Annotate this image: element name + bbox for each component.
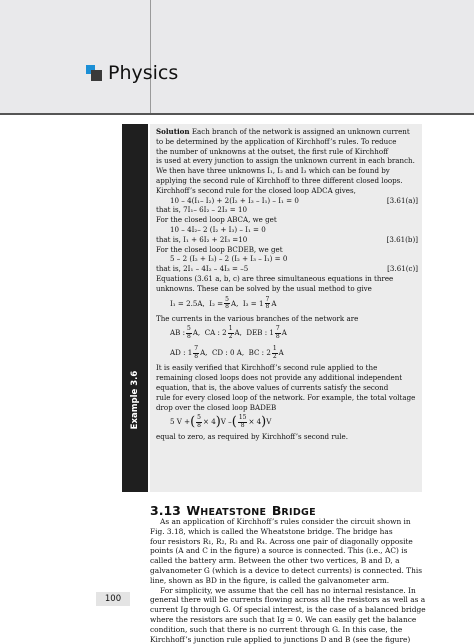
body-line: general there will be currents flowing across all the resistors as well as a [150,595,426,605]
subject-title: Physics [108,62,179,84]
margin-rule [150,0,151,113]
equation-tag: [3.61(b)] [386,234,418,244]
body-text [150,517,426,644]
example-line: We then have three unknowns I₁, I₂ and I₃ which can be found by [156,166,390,176]
equation-tag: [3.61(a)] [386,195,418,205]
header-rule [0,113,474,115]
example-label: Example 3.6 [130,370,140,430]
body-line: condition, such that there is no current through G. In this case, the [150,624,403,634]
voltage-drop-expression: 5 V +( $\frac{5}{8}$ × 4)V –( $\frac{15}{8}$ × 4)V [170,414,272,430]
body-line: Kirchhoff’s junction rule applied to junctions D and B (see the figure) [150,634,411,644]
example-tab [122,124,148,492]
example-line: the number of unknowns at the outset, the first rule of Kirchhoff [156,146,389,156]
fraction: $\frac{5}{8}$ [197,414,201,429]
fraction: $\frac{1}{2}$ [272,345,277,360]
fraction: $\frac{15}{8}$ [238,414,247,429]
branch-currents-row-1: AB : $\frac{5}{8}$ A, CA : 2 $\frac{1}{2}$ A, DEB : 1 $\frac{7}{8}$ A [170,325,287,340]
fraction: $\frac{5}{8}$ [186,325,191,340]
example-line: It is easily verified that Kirchhoff’s second rule applied to the [156,363,378,373]
example-line: is used at every junction to assign the unknown current in each branch. [156,156,415,166]
fraction: $\frac{7}{8}$ [194,345,199,360]
section-number: 3.13 [150,503,181,518]
body-line: where the resistors are such that Ig = 0. We can easily get the balance [150,614,417,624]
equation-abca: 10 – 4I₂– 2 (I₂ + I₃) – I₁ = 0 [170,224,266,234]
example-content [156,127,418,442]
body-line: line, shown as BD in the figure, is called the galvanometer arm. [150,575,390,585]
body-line: four resistors R₁, R₂, R₃ and R₄. Across one pair of diagonally opposite [150,536,413,546]
equation-adca: 10 – 4(I₁– I₂) + 2(I₂ + I₃ – I₁) – I₁ = 0 [3.61(a)] [170,195,418,205]
example-line: equal to zero, as required by Kirchhoff’s second rule. [156,432,349,442]
header-band [0,0,474,113]
example-line: that is, I₁ + 6I₂ + 2I₃ =10 [3.61(b)] [156,234,418,244]
example-line: to be determined by the application of Kirchhoff’s rules. To reduce [156,136,397,146]
page-number: 100 [96,592,130,606]
example-line: remaining closed loops does not provide any additional independent [156,373,403,383]
example-line: drop over the closed loop BADEB [156,402,277,412]
example-line: applying the second rule of Kirchhoff to three different closed loops. [156,175,403,185]
fraction: $\frac{1}{2}$ [228,325,233,340]
branch-currents-row-2: AD : 1 $\frac{7}{8}$ A, CD : 0 A, BC : 2 $\frac{1}{2}$ A [170,345,284,360]
body-line: points (A and C in the figure) a source is connected. This (i.e., AC) is [150,546,408,556]
section-heading: 3.13 WHEATSTONE BRIDGE [150,503,316,518]
equation-tag: [3.61(c)] [387,264,418,274]
fraction: $\frac{7}{8}$ [265,295,270,311]
example-line: that is, 2I₁ – 4I₂ – 4I₃ = –5 [3.61(c)] [156,264,418,274]
fraction: $\frac{5}{8}$ [225,295,229,311]
example-line: rule for every closed loop of the network. For example, the total voltage [156,392,416,402]
solution-label: Solution [156,127,190,136]
solution-values: I₁ = 2.5A, I₂ = $\frac{5}{8}$ A, I₃ = 1 $\frac{7}{8}$ A [170,295,277,311]
example-line: that is, 7I₁– 6I₂ – 2I₃ = 10 [156,205,247,215]
body-line: Fig. 3.18, which is called the Wheatstone bridge. The bridge has [150,526,393,536]
example-line: For the closed loop ABCA, we get [156,215,277,225]
fraction: $\frac{7}{8}$ [275,325,280,340]
example-line: Kirchhoff’s second rule for the closed loop ADCA gives, [156,185,356,195]
example-line: Equations (3.61 a, b, c) are three simultaneous equations in three [156,273,394,283]
example-line: The currents in the various branches of the network are [156,313,359,323]
example-line: equation, that is, the above values of currents satisfy the second [156,382,389,392]
example-line: Solution Each branch of the network is assigned an unknown current [156,127,410,136]
equation-bcdeb: 5 – 2 (I₂ + I₃) – 2 (I₂ + I₃ – I₁) = 0 [170,254,288,264]
example-line: unknowns. These can be solved by the usual method to give [156,283,372,293]
body-line: galvanometer G (which is a device to detect currents) is connected. This [150,565,423,575]
body-line: As an application of Kirchhoff’s rules consider the circuit shown in [160,517,411,526]
body-line: current Ig through G. Of special interest, is the case of a balanced bridge [150,605,426,615]
body-line: For simplicity, we assume that the cell has no internal resistance. In [160,585,416,595]
example-line: For the closed loop BCDEB, we get [156,244,283,254]
body-line: called the battery arm. Between the other two vertices, B and D, a [150,556,400,566]
book-logo-icon [86,65,102,81]
